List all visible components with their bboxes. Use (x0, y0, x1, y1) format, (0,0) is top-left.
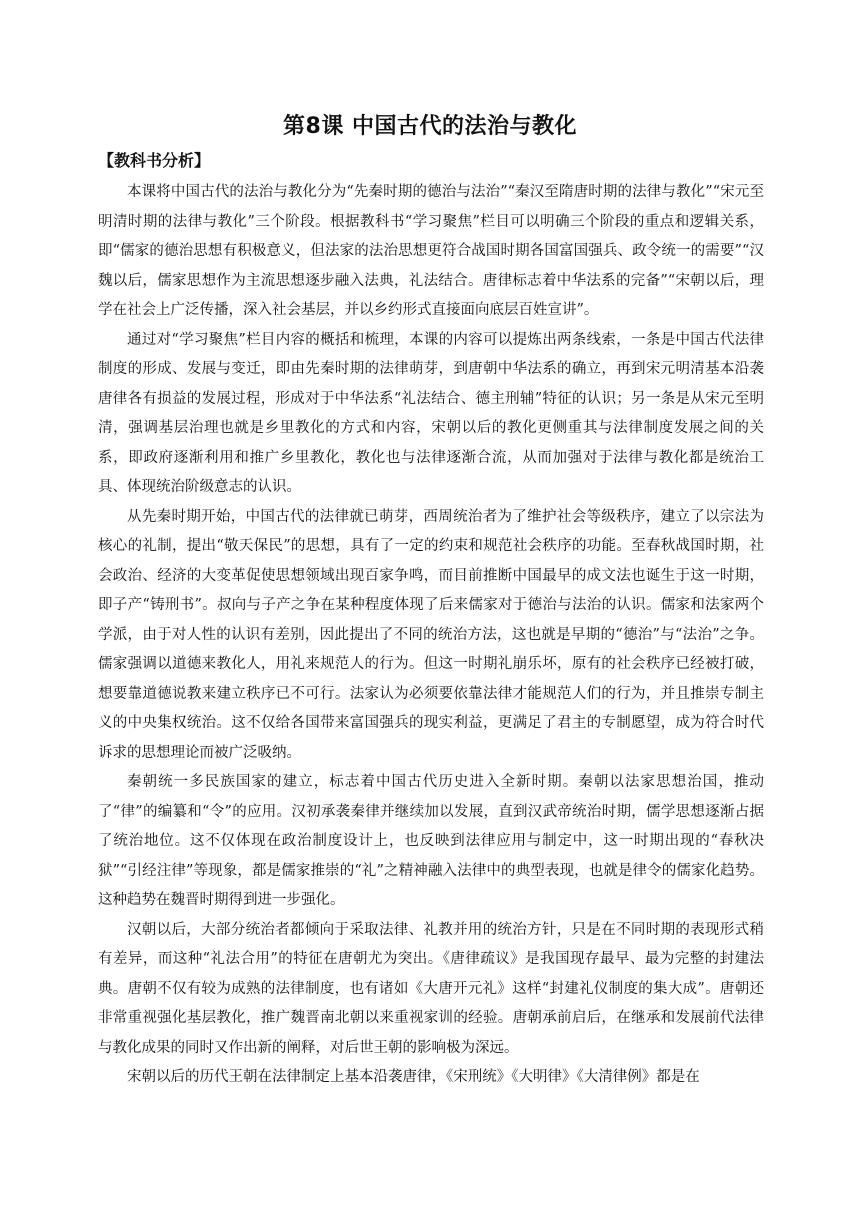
paragraph: 通过对“学习聚焦”栏目内容的概括和梳理，本课的内容可以提炼出两条线索，一条是中国古代法律制度的形成、发展与变迁，即由先秦时期的法律萌芽，到唐朝中华法系的确立，再到宋元明清基本沿袭唐律各有损益的发展过程，形成对于中华法系“礼法结合、德主刑辅”特征的认识；另一条是从宋元至明清，强调基层治理也就是乡里教化的方式和内容，宋朝以后的教化更侧重其与法律制度发展之间的关系，即政府逐渐利用和推广乡里教化，教化也与法律逐渐合流，从而加强对于法律与教化都是统治工具、体现统治阶级意志的认识。 (98, 331, 764, 495)
lesson-title: 第8课 中国古代的法治与教化 (283, 114, 577, 139)
paragraph: 从先秦时期开始，中国古代的法律就已萌芽，西周统治者为了维护社会等级秩序，建立了以宗法为核心的礼制，提出“敬天保民”的思想，具有了一定的约束和规范社会秩序的功能。至春秋战国时期，社会政治、经济的大变革促使思想领域出现百家争鸣，而目前推断中国最早的成文法也诞生于这一时期，即子产“铸刑书”。叔向与子产之争在某种程度体现了后来儒家对于德治与法治的认识。儒家和法家两个学派，由于对人性的认识有差别，因此提出了不同的统治方法，这也就是早期的“德治”与“法治”之争。儒家强调以道德来教化人，用礼来规范人的行为。但这一时期礼崩乐坏，原有的社会秩序已经被打破，想要靠道德说教来建立秩序已不可行。法家认为必须要依靠法律才能规范人们的行为，并且推崇专制主义的中央集权统治。这不仅给各国带来富国强兵的现实利益，更满足了君主的专制愿望，成为符合时代诉求的思想理论而被广泛吸纳。 (98, 508, 764, 761)
section-heading: 【教科书分析】 (98, 151, 211, 170)
paragraph: 本课将中国古代的法治与教化分为“先秦时期的德治与法治”“秦汉至隋唐时期的法律与教化”“宋元至明清时期的法律与教化”三个阶段。根据教科书“学习聚焦”栏目可以明确三个阶段的重点和逻辑关系，即“儒家的德治思想有积极意义，但法家的法治思想更符合战国时期各国富国强兵、政令统一的需要”“汉魏以后，儒家思想作为主流思想逐步融入法典，礼法结合。唐律标志着中华法系的完备”“宋朝以后，理学在社会上广泛传播，深入社会基层，并以乡约形式直接面向底层百姓宣讲”。 (98, 184, 764, 318)
paragraph: 宋朝以后的历代王朝在法律制定上基本沿袭唐律，《宋刑统》《大明律》《大清律例》都是在 (127, 1069, 700, 1085)
paragraph: 汉朝以后，大部分统治者都倾向于采取法律、礼教并用的统治方针，只是在不同时期的表现形式稍有差异，而这种“礼法合用”的特征在唐朝尤为突出。《唐律疏议》是我国现存最早、最为完整的封建法典。唐朝不仅有较为成熟的法律制度，也有诸如《大唐开元礼》这样“封建礼仪制度的集大成”。唐朝还非常重视强化基层教化，推广魏晋南北朝以来重视家训的经验。唐朝承前启后，在继承和发展前代法律与教化成果的同时又作出新的阐释，对后世王朝的影响极为深远。 (98, 921, 764, 1056)
paragraph: 秦朝统一多民族国家的建立，标志着中国古代历史进入全新时期。秦朝以法家思想治国，推动了“律”的编纂和“令”的应用。汉初承袭秦律并继续加以发展，直到汉武帝统治时期，儒学思想逐渐占据了统治地位。这不仅体现在政治制度设计上，也反映到法律应用与制定中，这一时期出现的“春秋决狱”“引经注律”等现象，都是儒家推崇的“礼”之精神融入法律中的典型表现，也就是律令的儒家化趋势。这种趋势在魏晋时期得到进一步强化。 (98, 774, 764, 908)
document-body (98, 178, 764, 1093)
